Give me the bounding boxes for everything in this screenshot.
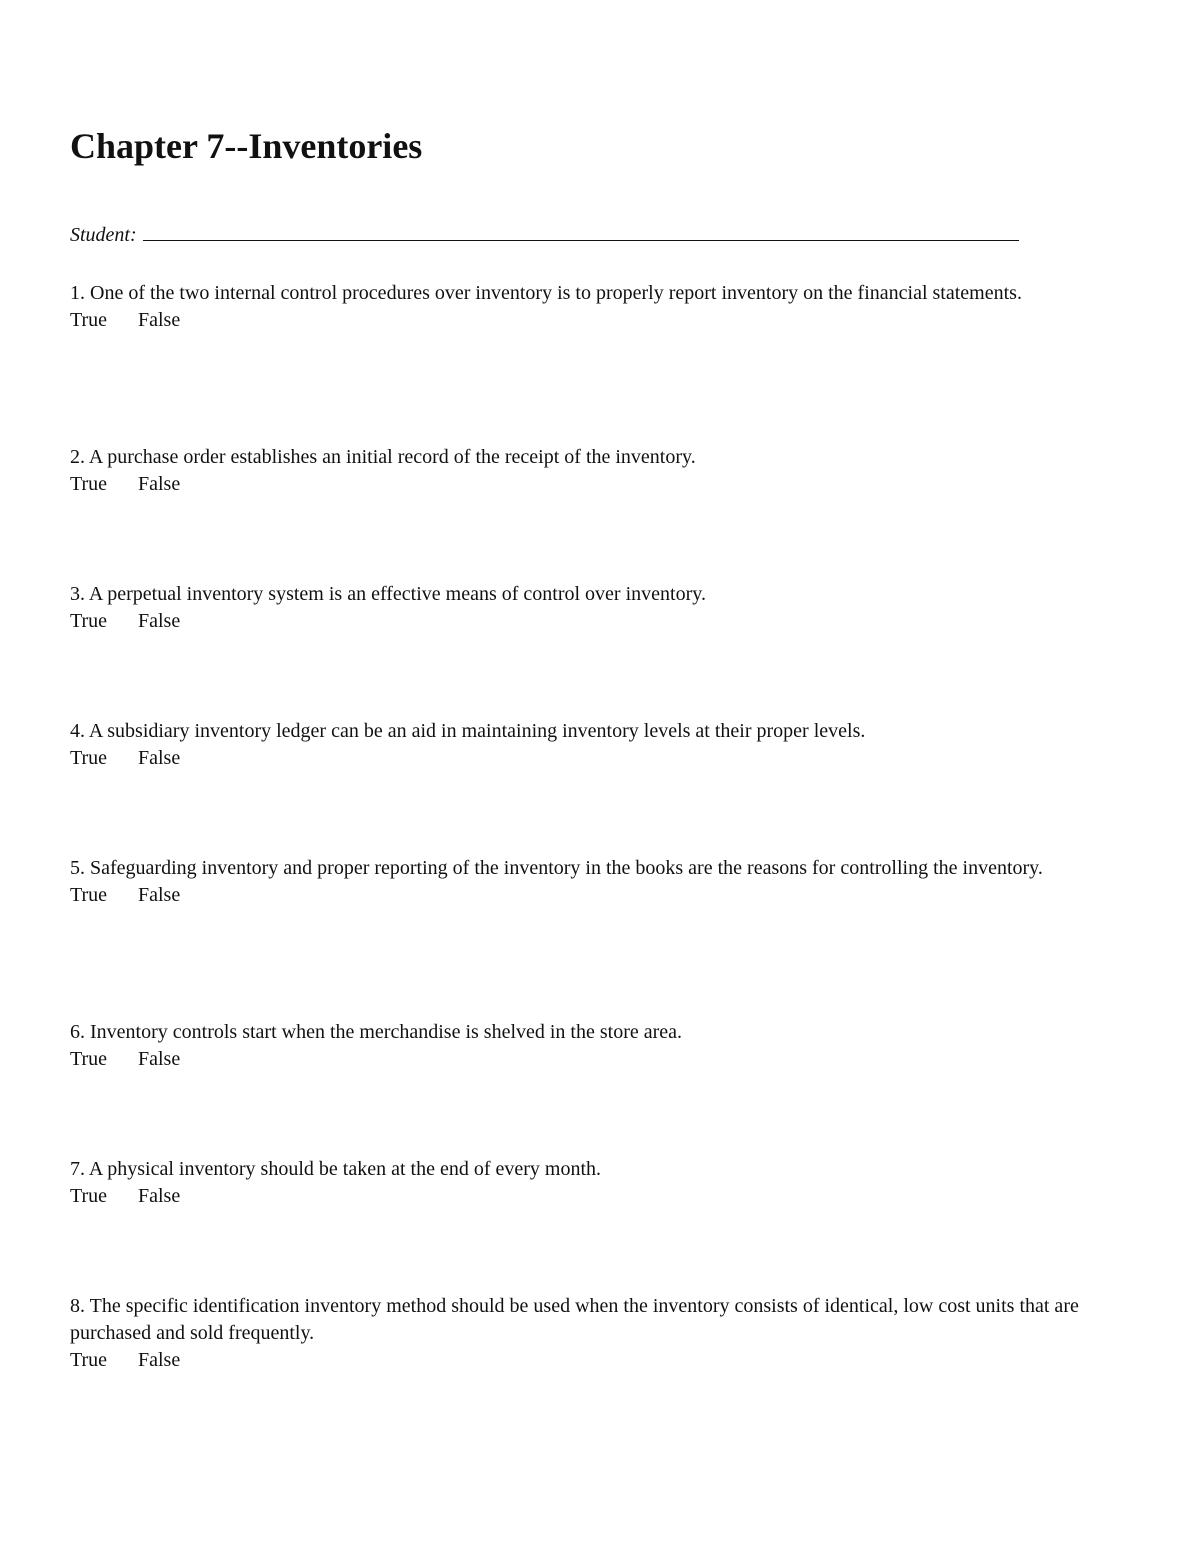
question-number: 1.: [70, 282, 85, 304]
option-true[interactable]: True: [70, 610, 108, 632]
question-statement: Inventory controls start when the merchandise is shelved in the store area.: [90, 1021, 683, 1043]
answer-options: [70, 1347, 1130, 1374]
question-number: 8.: [70, 1295, 85, 1317]
question-6: [70, 1019, 1130, 1073]
question-number: 4.: [70, 720, 85, 742]
question-text: [70, 1156, 1130, 1183]
option-true[interactable]: True: [70, 473, 108, 495]
question-text: [70, 718, 1130, 745]
question-statement: The specific identification inventory method should be used when the inventory consists of identical, low cost units that are purchased and sold frequently.: [70, 1295, 1079, 1344]
option-true[interactable]: True: [70, 747, 108, 769]
option-false[interactable]: False: [138, 884, 181, 906]
question-text: [70, 1019, 1130, 1046]
student-label: Student:: [70, 224, 137, 246]
answer-options: [70, 307, 1130, 334]
student-name-underline[interactable]: [143, 222, 1019, 241]
answer-options: [70, 882, 1130, 909]
option-true[interactable]: True: [70, 1349, 108, 1371]
option-false[interactable]: False: [138, 473, 181, 495]
question-7: [70, 1156, 1130, 1210]
option-false[interactable]: False: [138, 610, 181, 632]
option-false[interactable]: False: [138, 1048, 181, 1070]
question-5: [70, 855, 1130, 909]
question-3: [70, 581, 1130, 635]
question-number: 2.: [70, 446, 85, 468]
question-text: [70, 280, 1130, 307]
question-number: 6.: [70, 1021, 85, 1043]
answer-options: [70, 1183, 1130, 1210]
question-1: [70, 280, 1130, 334]
question-text: [70, 581, 1130, 608]
option-false[interactable]: False: [138, 747, 181, 769]
question-number: 7.: [70, 1158, 85, 1180]
answer-options: [70, 608, 1130, 635]
question-8: [70, 1293, 1130, 1374]
answer-options: [70, 471, 1130, 498]
student-name-field[interactable]: [70, 222, 1019, 248]
option-false[interactable]: False: [138, 1349, 181, 1371]
question-4: [70, 718, 1130, 772]
question-text: [70, 855, 1130, 882]
option-true[interactable]: True: [70, 309, 108, 331]
question-statement: A subsidiary inventory ledger can be an aid in maintaining inventory levels at their proper levels.: [88, 720, 866, 742]
answer-options: [70, 1046, 1130, 1073]
question-statement: One of the two internal control procedures over inventory is to properly report inventory on the financial statements.: [90, 282, 1022, 304]
option-false[interactable]: False: [138, 1185, 181, 1207]
question-statement: A physical inventory should be taken at the end of every month.: [88, 1158, 602, 1180]
question-number: 5.: [70, 857, 85, 879]
answer-options: [70, 745, 1130, 772]
option-true[interactable]: True: [70, 1185, 108, 1207]
question-statement: A perpetual inventory system is an effective means of control over inventory.: [88, 583, 706, 605]
option-true[interactable]: True: [70, 1048, 108, 1070]
question-text: [70, 1293, 1130, 1347]
option-false[interactable]: False: [138, 309, 181, 331]
question-text: [70, 444, 1130, 471]
question-2: [70, 444, 1130, 498]
question-statement: Safeguarding inventory and proper reporting of the inventory in the books are the reasons for controlling the inventory.: [90, 857, 1043, 879]
question-number: 3.: [70, 583, 85, 605]
question-statement: A purchase order establishes an initial record of the receipt of the inventory.: [88, 446, 696, 468]
page-title: Chapter 7--Inventories: [70, 126, 423, 166]
option-true[interactable]: True: [70, 884, 108, 906]
